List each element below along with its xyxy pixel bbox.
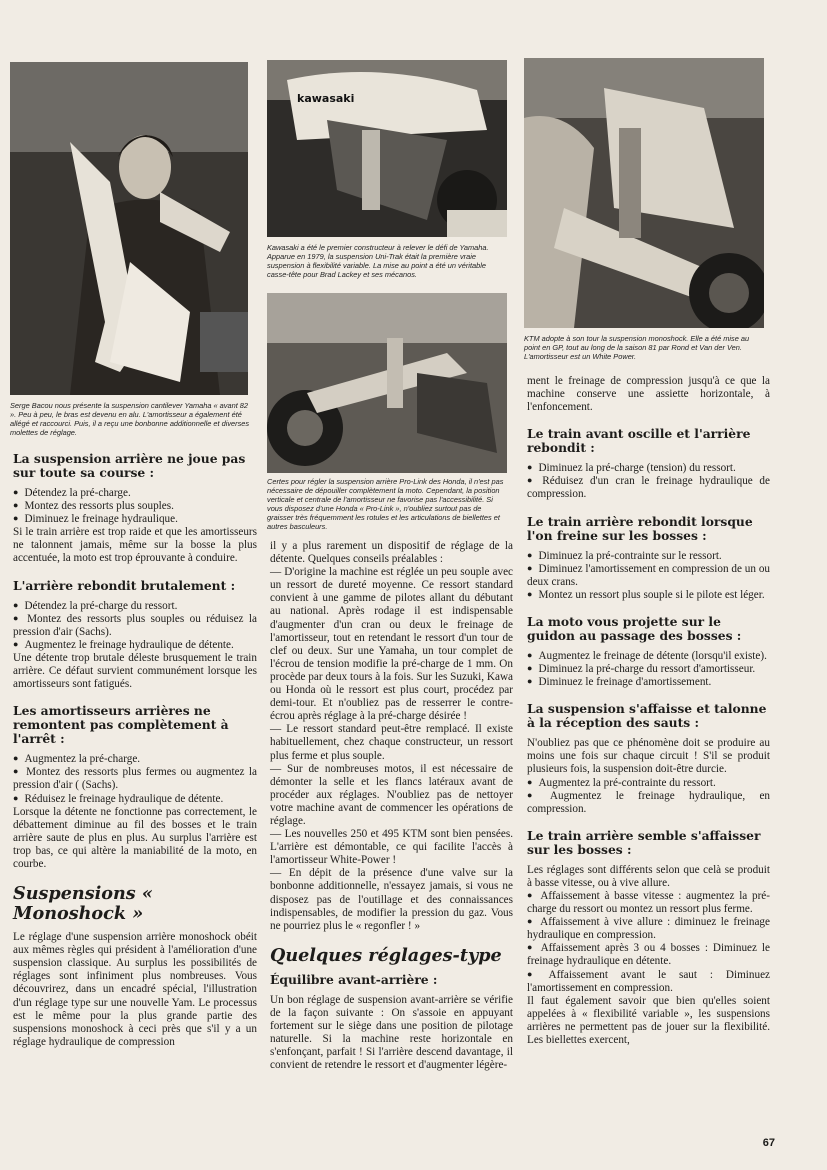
- photo-caption: Certes pour régler la suspension arrière Pro-Link des Honda, il n'est pas nécessaire de dépouiller complètement la moto. Cependant, la position verticale et centrale de l'amortisseur ne favorise pas l'accessibilité. Si vous disposez d'une Honda « Pro-Link », n'oubliez surtout pas de graisser très fréquemment les rotules et les articulations de biellettes et autres basculeurs.: [267, 477, 504, 531]
- bullet-item: ● Augmentez le freinage hydraulique, en compression.: [527, 790, 770, 816]
- photo-kawasaki-art: [267, 60, 507, 237]
- bullet-item: ● Augmentez le freinage de détente (lorsqu'il existe).: [527, 650, 770, 663]
- photo-honda-art: [267, 293, 507, 473]
- bullet-item: ● Affaissement avant le saut : Diminuez l'amortissement en compression.: [527, 969, 770, 995]
- paragraph: Le réglage d'une suspension arrière monoshock obéit aux mêmes règles qui président à l'amélioration d'une suspension classique. Au surplus les possibilités de réglages sont infiniment plus nombreuses. Vous découvrirez, dans un encadré spécial, l'illustration d'un réglage type sur une nouvelle Yam. Le processus est le même pour la plus grande partie des suspensions monoshock à ceci près que s'il y a un réglage hydraulique de compression: [13, 931, 257, 1048]
- paragraph: Les réglages sont différents selon que celà se produit à basse vitesse, ou à vive allure.: [527, 863, 770, 889]
- section-heading: Le train avant oscille et l'arrière rebondit :: [527, 426, 751, 456]
- paragraph: — D'origine la machine est réglée un peu souple avec un ressort de dureté moyenne. Ce ressort standard convient à une gamme de pilotes allant du débutant au national. Après rodage il est indispensable d'augmenter d'un cran ou deux le freinage de l'amortisseur, tout en retendant le ressort d'un tour de clef ou deux. Sur une Yamaha, un tour complet de l'écrou de tension modifie la pré-charge de 1 mm. On procède par deux tours à la fois. Sur les Suzuki, Kawa ou Honda où le ressort est plus court, procédez par demi-tour. Et n'oubliez pas de resserrer le contre-écrou après réglage à la pré-charge désirée !: [270, 566, 513, 723]
- main-heading: Suspensions « Monoshock »: [13, 883, 153, 925]
- bullet-item: ● Augmentez le freinage hydraulique de détente.: [13, 639, 257, 652]
- section-heading: La suspension s'affaisse et talonne à la réception des sauts :: [527, 701, 767, 731]
- bullet-item: ● Diminuez la pré-charge du ressort d'amortisseur.: [527, 663, 770, 676]
- bullet-item: ● Montez des ressorts plus fermes ou augmentez la pression d'air ( (Sachs).: [13, 766, 257, 792]
- bullet-item: ● Diminuez le freinage hydraulique.: [13, 513, 257, 526]
- photo-ktm-monoshock: [524, 58, 764, 328]
- photo-kawasaki-unitrak: [267, 60, 507, 237]
- paragraph: ment le freinage de compression jusqu'à ce que la machine conserve une assiette horizontale, à l'enfoncement.: [527, 375, 770, 414]
- tank-lettering: kawasaki: [297, 92, 355, 105]
- photo-caption: Kawasaki a été le premier constructeur à relever le défi de Yamaha. Apparue en 1979, la suspension Uni-Trak était la première vraie suspension à flexibilité variable. La mise au point a été un véritable casse-tête pour Brad Lackey et ses mécanos.: [267, 243, 489, 279]
- bullet-item: ● Montez un ressort plus souple si le pilote est léger.: [527, 589, 770, 602]
- section-heading: L'arrière rebondit brutalement :: [13, 577, 236, 593]
- bullet-item: ● Diminuez la pré-contrainte sur le ressort.: [527, 550, 770, 563]
- paragraph: — En dépit de la présence d'une valve sur la bonbonne additionnelle, n'essayez jamais, si vous ne disposez pas de l'outillage et des connaissances indispensables, de modifier la pression du gaz. Vous ne pourriez plus le « regonfler ! »: [270, 867, 513, 932]
- column-3: [527, 375, 770, 1047]
- bullet-item: ● Montez des ressorts plus souples ou réduisez la pression d'air (Sachs).: [13, 613, 257, 639]
- section-heading: Le train arrière semble s'affaisser sur les bosses :: [527, 827, 761, 857]
- bullet-item: ● Augmentez la pré-contrainte du ressort.: [527, 777, 770, 790]
- column-1: [13, 452, 257, 1049]
- photo-ktm-art: [524, 58, 764, 328]
- photo-caption: Serge Bacou nous présente la suspension cantilever Yamaha « avant 82 ». Peu à peu, le bras est devenu en alu. L'amortisseur a également été allégé et raccourci. Puis, il a reçu une bonbonne additionnelle et diverses molettes de réglage.: [10, 401, 250, 437]
- photo-cantilever-art: [10, 62, 248, 395]
- photo-honda-prolink: [267, 293, 507, 473]
- paragraph: Un bon réglage de suspension avant-arrière se vérifie de la façon suivante : On s'assoie en appuyant fortement sur le siège dans une position de pilotage naturelle. Si la machine reste horizontale en s'enfonçant, parfait ! Si l'arrière descend davantage, il convient de retendre le ressort et d'augmenter légère-: [270, 993, 513, 1072]
- paragraph: — Les nouvelles 250 et 495 KTM sont bien pensées. L'arrière est démontable, ce qui facilite l'accès à l'amortisseur White-Power !: [270, 828, 513, 867]
- paragraph: il y a plus rarement un dispositif de réglage de la détente. Quelques conseils préalables :: [270, 540, 513, 566]
- paragraph: N'oubliez pas que ce phénomène doit se produire au moins une fois sur chaque circuit ! S'il se produit plusieurs fois, la suspension doit-être durcie.: [527, 737, 770, 776]
- section-heading: Équilibre avant-arrière :: [270, 971, 438, 987]
- paragraph: Si le train arrière est trop raide et que les amortisseurs ne talonnent jamais, même sur la bosse la plus accentuée, la moto est trop éprouvante à conduire.: [13, 526, 257, 565]
- section-heading: La moto vous projette sur le guidon au passage des bosses :: [527, 613, 742, 643]
- section-heading: Les amortisseurs arrières ne remontent pas complètement à l'arrêt :: [13, 703, 229, 747]
- paragraph: Il faut également savoir que bien qu'elles soient appelées à « flexibilité variable », les suspensions arrières ne permettent pas de jouer sur la flexibilité. Les biellettes exercent,: [527, 994, 770, 1046]
- photo-caption: KTM adopte à son tour la suspension monoshock. Elle a été mise au point en GP, tout au long de la saison 81 par Rond et Van der Ven. L'amortisseur est un White Power.: [524, 334, 750, 361]
- column-2: [270, 540, 513, 1072]
- bullet-item: ● Détendez la pré-charge du ressort.: [13, 600, 257, 613]
- bullet-item: ● Augmentez la pré-charge.: [13, 753, 257, 766]
- bullet-item: ● Diminuez la pré-charge (tension) du ressort.: [527, 462, 770, 475]
- bullet-item: ● Affaissement après 3 ou 4 bosses : Diminuez le freinage hydraulique en détente.: [527, 942, 770, 968]
- page-number: 67: [762, 1137, 775, 1149]
- bullet-item: ● Montez des ressorts plus souples.: [13, 500, 257, 513]
- photo-cantilever-swingarm: [10, 62, 248, 395]
- paragraph: — Le ressort standard peut-être remplacé. Il existe habituellement, chez chaque constructeur, un ressort plus ferme et plus souple.: [270, 723, 513, 762]
- paragraph: Lorsque la détente ne fonctionne pas correctement, le débattement diminue au fil des bosses et le train arrière saute de plus en plus. Au surplus l'arrière est trop bas, ce qui altère la maniabilité de la moto, en courbe.: [13, 805, 257, 870]
- bullet-item: ● Détendez la pré-charge.: [13, 487, 257, 500]
- section-heading: Le train arrière rebondit lorsque l'on freine sur les bosses :: [527, 513, 753, 543]
- bullet-item: ● Réduisez le freinage hydraulique de détente.: [13, 793, 257, 806]
- main-heading: Quelques réglages-type: [270, 944, 502, 966]
- bullet-item: ● Diminuez l'amortissement en compression de un ou deux crans.: [527, 563, 770, 589]
- paragraph: — Sur de nombreuses motos, il est nécessaire de démonter la selle et les flancs latéraux avant de procéder aux réglages. N'oubliez pas de nettoyer votre machine avant de commencer les opérations de réglage.: [270, 762, 513, 827]
- bullet-item: ● Réduisez d'un cran le freinage hydraulique de compression.: [527, 475, 770, 501]
- paragraph: Une détente trop brutale déleste brusquement le train arrière. Ce défaut survient communément lorsque les amortisseurs sont fatigués.: [13, 651, 257, 691]
- bullet-item: ● Diminuez le freinage d'amortissement.: [527, 676, 770, 689]
- section-heading: La suspension arrière ne joue pas sur toute sa course :: [13, 451, 246, 480]
- bullet-item: ● Affaissement à vive allure : diminuez le freinage hydraulique en compression.: [527, 916, 770, 942]
- bullet-item: ● Affaissement à basse vitesse : augmentez la pré-charge du ressort ou montez un ressort plus ferme.: [527, 890, 770, 916]
